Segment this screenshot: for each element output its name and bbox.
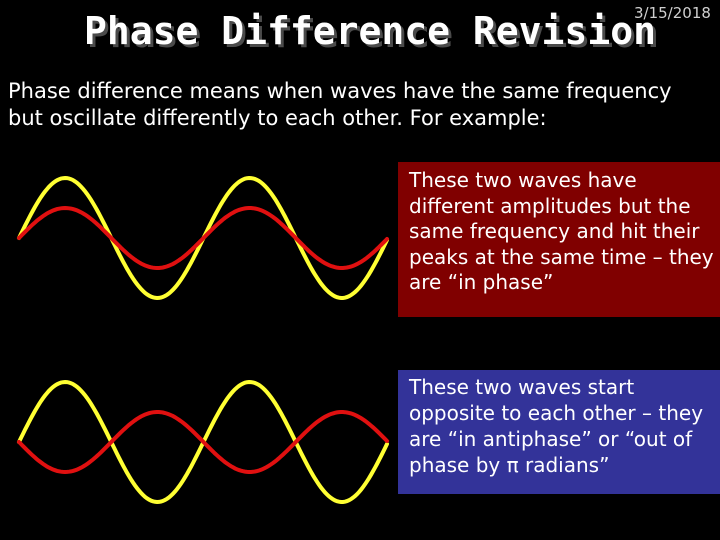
slide-date: 3/15/2018 [634, 4, 711, 22]
antiphase-caption-box [398, 370, 720, 494]
slide-title: Phase Difference Revision [84, 9, 656, 53]
in-phase-red-wave [19, 208, 387, 268]
in-phase-caption: These two waves have different amplitudes but the same frequency and hit their peaks at the same time – they are “in phase” [409, 168, 714, 294]
antiphase-caption: These two waves start opposite to each other – they are “in antiphase” or “out of phase by π radians” [409, 375, 704, 477]
intro-text: Phase difference means when waves have the same frequency but oscillate differently to each other. For example: [8, 79, 672, 130]
in-phase-diagram [19, 178, 387, 298]
antiphase-red-wave [19, 412, 387, 472]
antiphase-diagram [19, 382, 387, 502]
in-phase-caption-box [398, 162, 720, 317]
